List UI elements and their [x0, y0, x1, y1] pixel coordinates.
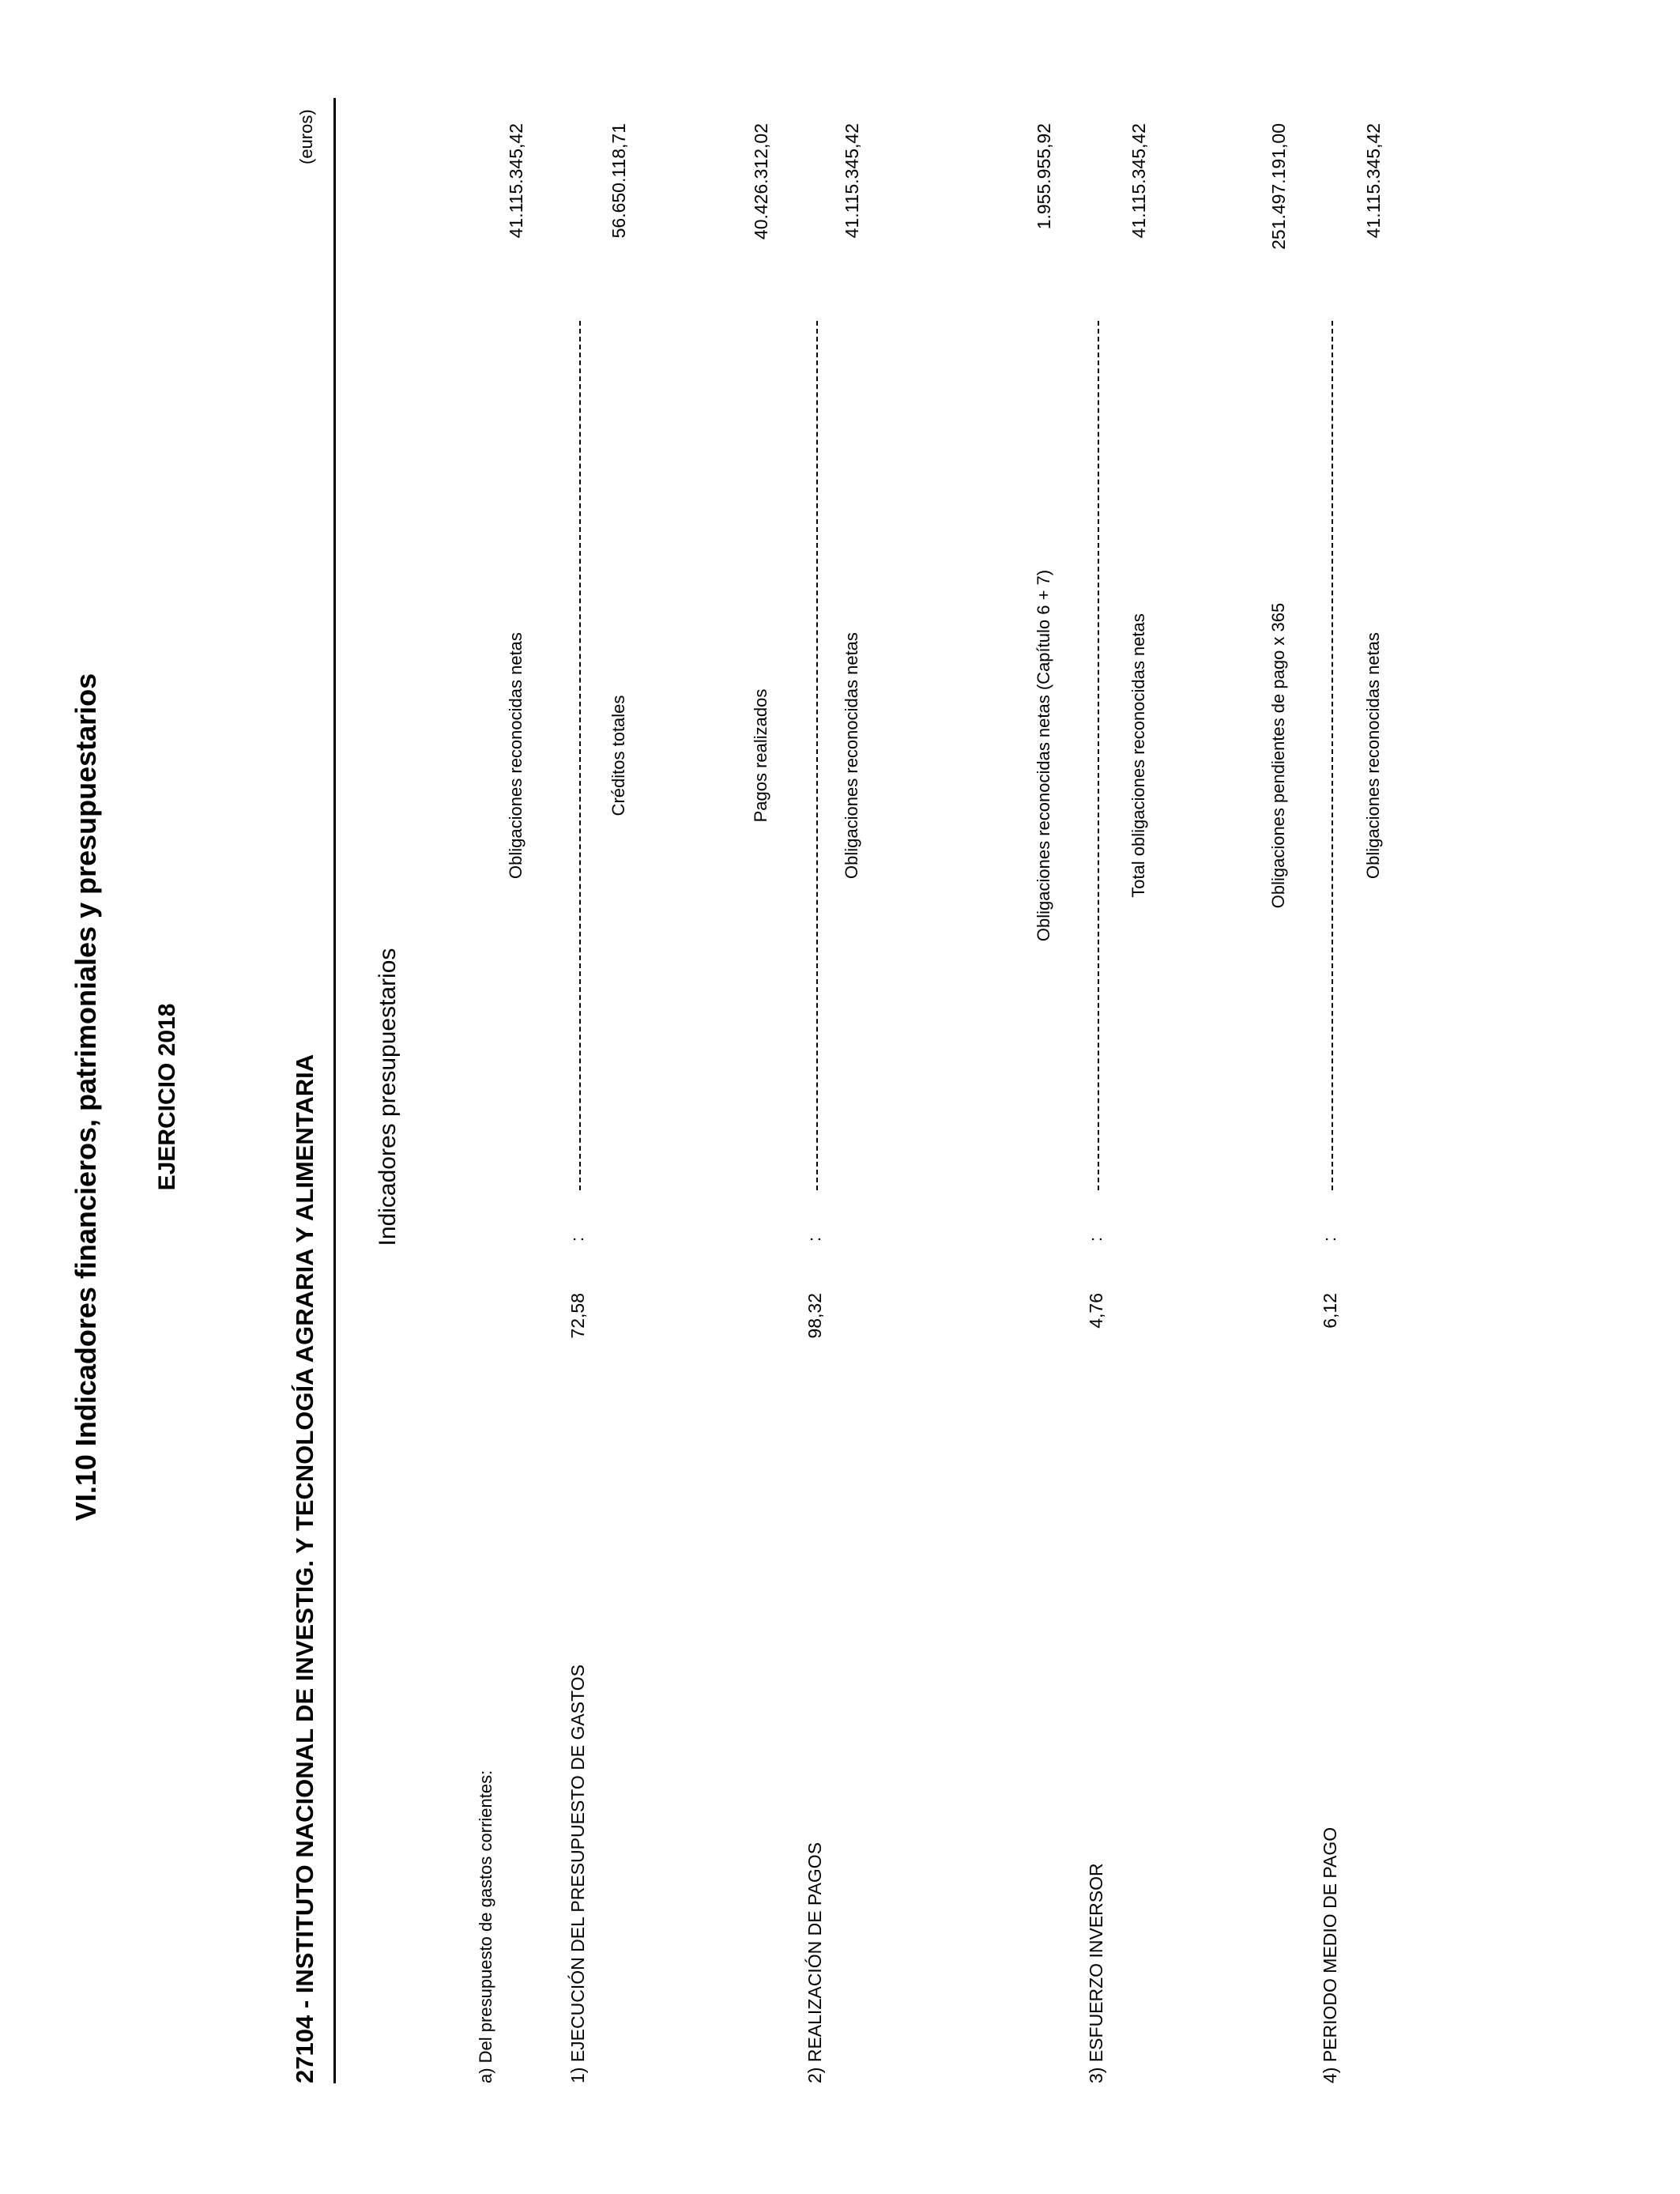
indicator-value: 98,32	[804, 1293, 825, 1339]
colon: :	[567, 1236, 587, 1242]
denominator-label: Créditos totales	[608, 695, 628, 816]
indicator-value: 4,76	[1086, 1293, 1106, 1329]
numerator-value: 41.115.345,42	[506, 123, 526, 239]
indicator-label: 1) EJECUCIÓN DEL PRESUPUESTO DE GASTOS	[567, 1664, 588, 2083]
fiscal-year: EJERCICIO 2018	[154, 1003, 180, 1191]
denominator-value: 41.115.345,42	[842, 123, 862, 239]
indicator-label: 4) PERIODO MEDIO DE PAGO	[1320, 1826, 1340, 2083]
entity-name: 27104 - INSTITUTO NACIONAL DE INVESTIG. Y TECNOLOGÍA AGRARIA Y ALIMENTARIA	[291, 1054, 318, 2083]
fraction-line	[816, 321, 818, 1190]
fraction-line	[1098, 321, 1099, 1190]
numerator-label: Obligaciones reconocidas netas (Capítulo 6 + 7)	[1034, 569, 1053, 942]
numerator-label: Obligaciones pendientes de pago x 365	[1268, 602, 1288, 909]
denominator-label: Obligaciones reconocidas netas	[842, 632, 861, 879]
report-title: VI.10 Indicadores financieros, patrimoniales y presupuestarios	[70, 673, 102, 1521]
denominator-value: 41.115.345,42	[1128, 123, 1149, 239]
fraction-line	[579, 321, 581, 1190]
denominator-label: Obligaciones reconocidas netas	[1363, 632, 1383, 879]
indicator-label: 3) ESFUERZO INVERSOR	[1086, 1863, 1106, 2083]
colon: :	[1320, 1236, 1339, 1242]
denominator-value: 41.115.345,42	[1363, 123, 1384, 239]
indicator-value: 6,12	[1320, 1293, 1340, 1329]
colon: :	[804, 1236, 824, 1242]
denominator-value: 56.650.118,71	[608, 123, 629, 239]
numerator-value: 40.426.312,02	[751, 123, 771, 240]
numerator-label: Pagos realizados	[751, 688, 770, 823]
denominator-label: Total obligaciones reconocidas netas	[1128, 613, 1148, 898]
numerator-value: 251.497.191,00	[1268, 123, 1289, 250]
intro-text: a) Del presupuesto de gastos corrientes:	[476, 1770, 495, 2083]
indicator-label: 2) REALIZACIÓN DE PAGOS	[804, 1842, 825, 2083]
colon: :	[1086, 1236, 1106, 1242]
section-title: Indicadores presupuestarios	[375, 948, 401, 1246]
fraction-line	[1332, 321, 1333, 1190]
indicator-value: 72,58	[567, 1293, 588, 1339]
units-label: (euros)	[296, 109, 316, 164]
numerator-label: Obligaciones reconocidas netas	[506, 632, 525, 879]
header-rule	[333, 98, 336, 2083]
numerator-value: 1.955.955,92	[1034, 123, 1054, 230]
